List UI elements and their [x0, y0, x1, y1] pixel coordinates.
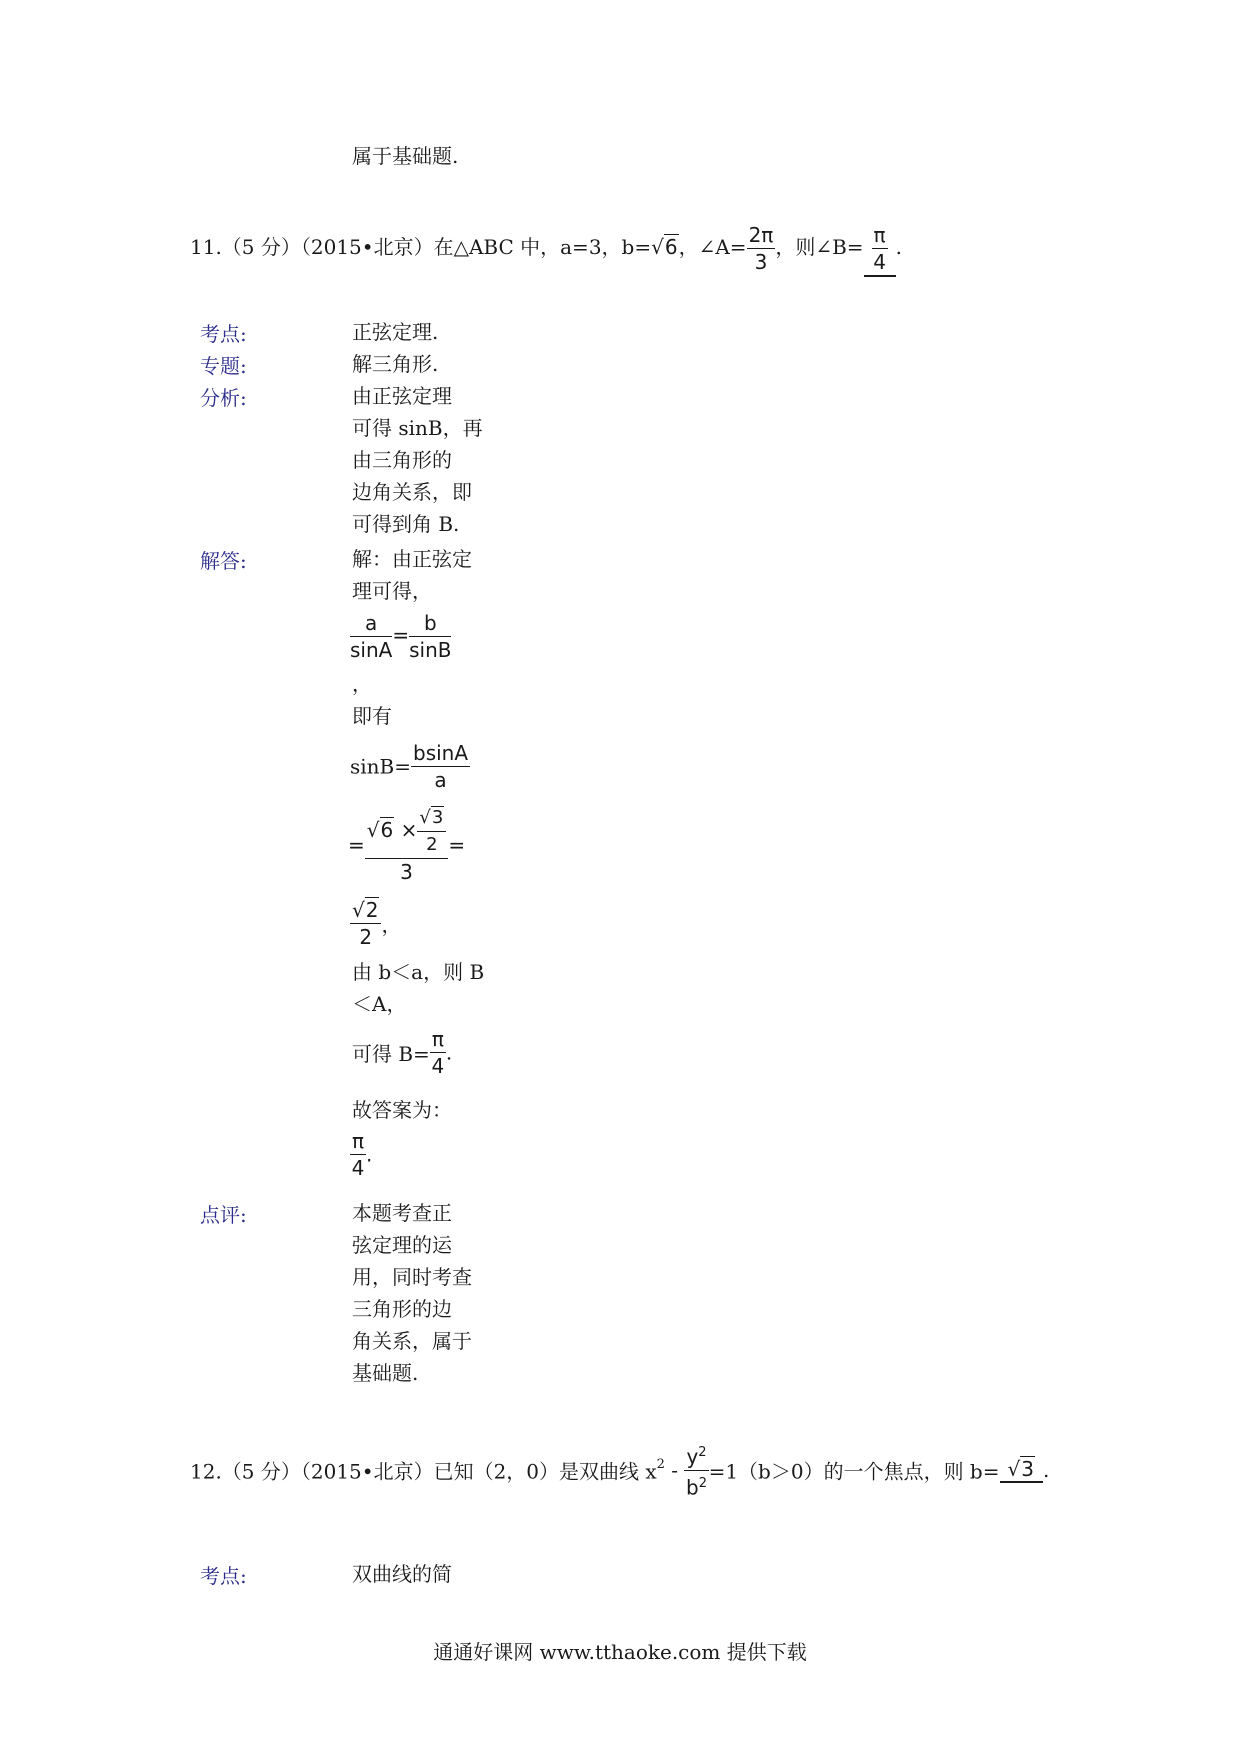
sinb-equation: sinB= $\frac{bsinA}{a}$	[350, 741, 469, 792]
kaodian-text: 正弦定理.	[352, 320, 439, 344]
dianping-line: 弦定理的运	[352, 1233, 452, 1257]
q12-prefix: 12.（5 分）（2015•北京）已知（2，0）是双曲线 x	[190, 1459, 657, 1484]
condition-line: ＜A，	[352, 992, 407, 1016]
question-12: 12.（5 分）（2015•北京）已知（2，0）是双曲线 $x^2$ - $\frac{y^2}{b^2}$ =1（b＞0）的一个焦点，则 b= √3 .	[190, 1440, 1049, 1500]
condition-block	[352, 956, 492, 1020]
fenxi-line: 由三角形的	[352, 448, 452, 472]
label-jieda: 解答:	[200, 549, 247, 573]
q11-prefix: 11.（5 分）（2015•北京）在△ABC 中，a=3，b=	[190, 235, 652, 259]
label-dianping: 点评:	[200, 1203, 247, 1227]
result-fraction: $\frac{√2}{2}$ ，	[352, 898, 402, 949]
top-text: 属于基础题.	[352, 144, 459, 168]
ratio-b-fraction: $\frac{b}{\sin B}$	[409, 611, 452, 662]
ratio-equation: $\frac{a}{\sin A}$ = $\frac{b}{\sin B}$	[350, 611, 452, 662]
fenxi-line: 边角关系，即	[352, 480, 472, 504]
q11-angle-a-fraction: $\frac{2\pi}{3}$	[748, 223, 774, 274]
fenxi-block	[352, 380, 492, 540]
jieda-line: 解：由正弦定	[352, 547, 472, 571]
fenxi-line: 可得到角 B.	[352, 512, 460, 536]
fenxi-line: 由正弦定理	[352, 384, 452, 408]
q11-mid: ，则∠B=	[775, 235, 864, 259]
condition-line: 由 b＜a，则 B	[352, 960, 485, 984]
calc-equation: = √6 × $\frac{√3}{2}$ 3 =	[348, 807, 466, 884]
label-kaodian: 考点:	[200, 322, 247, 346]
dianping-line: 角关系，属于	[352, 1329, 472, 1353]
ratio-a-fraction: $\frac{a}{\sin A}$	[350, 611, 393, 662]
fenxi-line: 可得 sinB，再	[352, 416, 483, 440]
jieda-block	[352, 543, 492, 607]
q11-answer-blank: $\frac{\pi}{4}$	[864, 222, 896, 277]
q12-fraction: $\frac{y^2}{b^2}$	[684, 1440, 708, 1500]
q12-answer-blank: √3	[1000, 1457, 1043, 1483]
page-footer: 通通好课网 www.tthaoke.com 提供下载	[433, 1640, 807, 1664]
label-zhuanti: 专题:	[200, 354, 247, 378]
q11-angle-a-prefix: ，∠A=	[678, 235, 747, 259]
q12-kaodian-text: 双曲线的简	[352, 1562, 452, 1586]
question-11: 11.（5 分）（2015•北京）在△ABC 中，a=3，b=√6，∠A= $\frac{2\pi}{3}$ ，则∠B= $\frac{\pi}{4}$ .	[190, 222, 902, 277]
dianping-block	[352, 1197, 492, 1389]
calc-fraction: √6 × $\frac{√3}{2}$ 3	[365, 805, 449, 885]
final-answer: $\frac{\pi}{4}$ .	[351, 1129, 373, 1180]
dianping-line: 本题考查正	[352, 1201, 452, 1225]
label-fenxi: 分析:	[200, 386, 247, 410]
dianping-line: 三角形的边	[352, 1297, 452, 1321]
dianping-line: 基础题.	[352, 1361, 419, 1385]
dianping-line: 用，同时考查	[352, 1265, 472, 1289]
label-kaodian-q12: 考点:	[200, 1564, 247, 1588]
keqde-equation: 可得 B= $\frac{\pi}{4}$ .	[352, 1027, 453, 1078]
answer-intro: 故答案为：	[352, 1098, 452, 1122]
zhuanti-text: 解三角形.	[352, 352, 439, 376]
ratio-comma: ，	[352, 672, 372, 696]
jieda-line: 理可得，	[352, 579, 432, 603]
q11-b-sqrt: √6	[651, 235, 678, 259]
sinb-fraction: $\frac{bsinA}{a}$	[413, 741, 469, 792]
ji-you: 即有	[352, 704, 392, 728]
